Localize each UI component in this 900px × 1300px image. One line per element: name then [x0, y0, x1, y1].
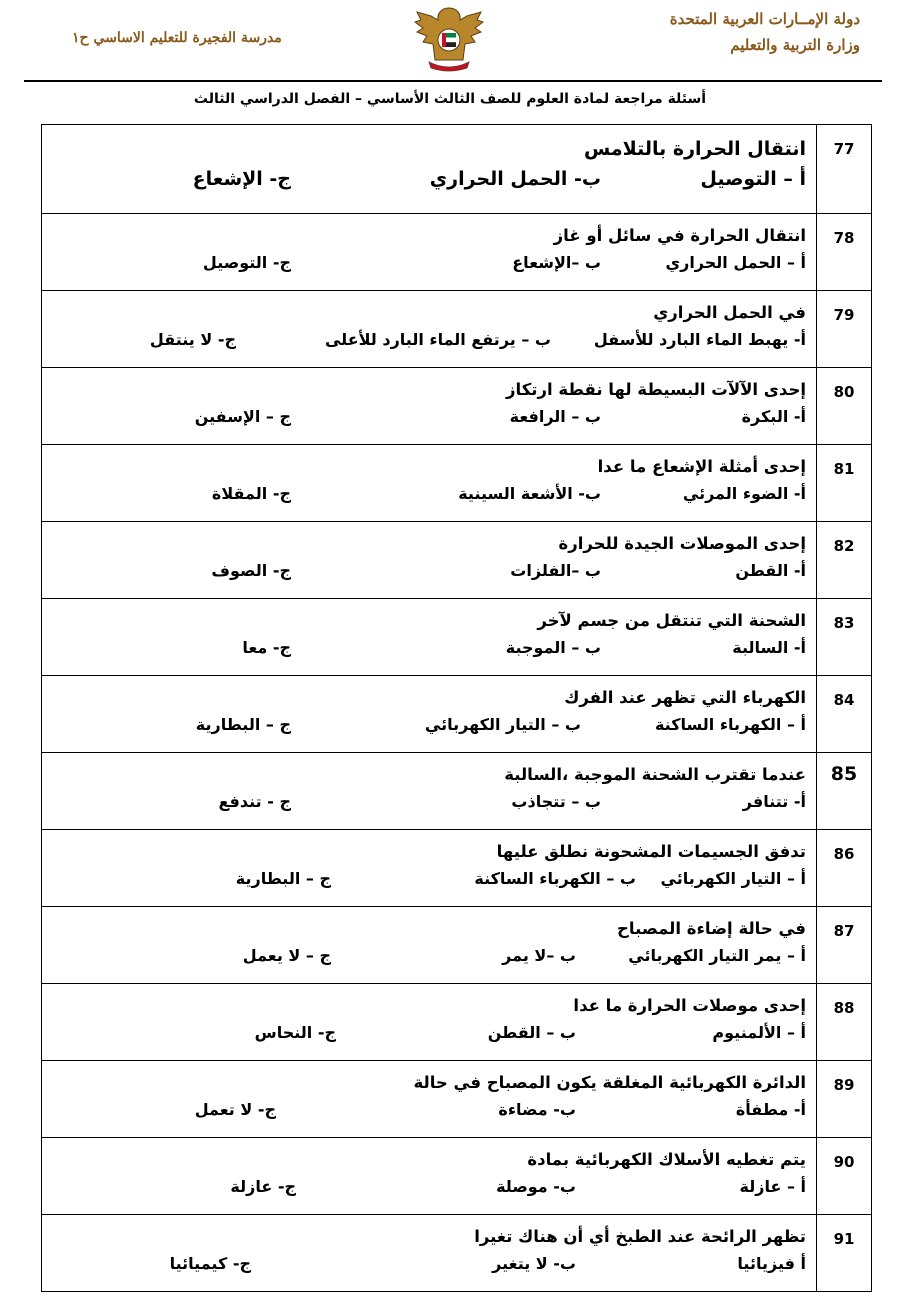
option-b: ب- الحمل الحراري: [429, 168, 601, 190]
question-row: [42, 1215, 872, 1292]
option-c: ج- عازلة: [230, 1177, 296, 1196]
question-number: 84: [817, 676, 872, 753]
option-a: أ – الحمل الحراري: [665, 253, 806, 272]
option-a: أ – الألمنيوم: [712, 1023, 806, 1042]
question-stem: إحدى الآلآت البسيطة لها نقطة ارتكاز: [506, 380, 806, 399]
question-number: 77: [817, 125, 872, 214]
question-stem: إحدى موصلات الحرارة ما عدا: [573, 996, 806, 1015]
question-number: 91: [817, 1215, 872, 1292]
option-b: ب – الكهرباء الساكنة: [474, 869, 636, 888]
page-title: أسئلة مراجعة لمادة العلوم للصف الثالث الأساسي – الفصل الدراسي الثالث: [193, 91, 707, 107]
option-b: ب- موصلة: [496, 1177, 576, 1196]
question-row: [42, 907, 872, 984]
question-row: [42, 753, 872, 830]
question-row: [42, 599, 872, 676]
question-stem: عندما تقترب الشحنة الموجبة ،السالبة: [504, 765, 806, 784]
option-a: أ – يمر التيار الكهربائي: [628, 946, 806, 965]
question-number: 87: [817, 907, 872, 984]
uae-emblem-icon: [411, 2, 487, 74]
question-row: [42, 676, 872, 753]
question-number: 88: [817, 984, 872, 1061]
school-name: مدرسة الفجيرة للتعليم الاساسي ح١: [72, 30, 282, 46]
question-stem: في حالة إضاءة المصباح: [617, 919, 806, 938]
option-c: ج- معا: [242, 638, 291, 657]
question-row: [42, 1138, 872, 1215]
option-c: ج – لا يعمل: [242, 946, 331, 965]
option-b: ب – التيار الكهربائي: [424, 715, 581, 734]
option-b: ب- لا يتغير: [492, 1254, 576, 1273]
option-a: أ- تتنافر: [742, 792, 806, 811]
question-stem: يتم تغطيه الأسلاك الكهربائية بمادة: [527, 1150, 806, 1169]
question-row: [42, 830, 872, 907]
option-a: أ فيزيائيا: [737, 1254, 806, 1273]
question-number: 79: [817, 291, 872, 368]
option-a: أ- مطفأة: [735, 1100, 806, 1119]
question-number: 86: [817, 830, 872, 907]
option-b: ب – الرافعة: [509, 407, 601, 426]
question-row: [42, 1061, 872, 1138]
question-stem: تدفق الجسيمات المشحونة نطلق عليها: [496, 842, 806, 861]
option-c: ج- المقلاة: [211, 484, 291, 503]
question-stem: إحدى الموصلات الجيدة للحرارة: [558, 534, 806, 553]
question-stem: الدائرة الكهربائية المغلقة يكون المصباح في حالة: [413, 1073, 806, 1092]
question-number: 80: [817, 368, 872, 445]
question-row: [42, 291, 872, 368]
option-a: أ – عازلة: [739, 1177, 806, 1196]
option-c: ج- كيميائيا: [169, 1254, 251, 1273]
country-name: دولة الإمــارات العربية المتحدة: [669, 10, 860, 28]
option-b: ب –الفلزات: [510, 561, 601, 580]
header-issuer: [670, 6, 860, 58]
option-c: ج – الإسفين: [194, 407, 291, 426]
questions-table: [41, 124, 872, 1292]
question-stem: الشحنة التي تنتقل من جسم لآخر: [537, 611, 806, 630]
question-stem: في الحمل الحراري: [653, 303, 806, 322]
option-c: ج- لا تعمل: [194, 1100, 276, 1119]
question-row: [42, 214, 872, 291]
option-b: ب – تتجاذب: [511, 792, 601, 811]
option-a: أ- يهبط الماء البارد للأسفل: [593, 330, 806, 349]
option-b: ب –لا يمر: [502, 946, 576, 965]
option-a: أ – التوصيل: [700, 168, 806, 190]
option-c: ج- الإشعاع: [192, 168, 291, 190]
question-row: [42, 522, 872, 599]
question-row: [42, 368, 872, 445]
option-b: ب – يرتفع الماء البارد للأعلى: [324, 330, 551, 349]
question-row: [42, 445, 872, 522]
question-number: 89: [817, 1061, 872, 1138]
option-a: أ – الكهرباء الساكنة: [654, 715, 806, 734]
question-number: 81: [817, 445, 872, 522]
question-number: 85: [817, 753, 872, 830]
option-c: ج- الصوف: [211, 561, 291, 580]
option-b: ب –الإشعاع: [512, 253, 601, 272]
option-b: ب – القطن: [487, 1023, 576, 1042]
question-stem: إحدى أمثلة الإشعاع ما عدا: [597, 457, 806, 476]
question-row: [42, 984, 872, 1061]
option-c: ج- النحاس: [254, 1023, 336, 1042]
option-c: ج - تندفع: [218, 792, 291, 811]
option-a: أ- البكرة: [741, 407, 806, 426]
option-c: ج – البطارية: [235, 869, 331, 888]
option-a: أ – التيار الكهربائي: [660, 869, 806, 888]
option-b: ب- الأشعة السينية: [458, 484, 601, 503]
question-stem: تظهر الرائحة عند الطبخ أي أن هناك تغيرا: [474, 1227, 806, 1246]
option-b: ب – الموجبة: [505, 638, 601, 657]
option-a: أ- الضوء المرئي: [682, 484, 806, 503]
option-b: ب- مضاءة: [498, 1100, 576, 1119]
option-c: ج- لا ينتقل: [149, 330, 236, 349]
question-stem: الكهرباء التي تظهر عند الفرك: [564, 688, 806, 707]
question-row: [42, 125, 872, 214]
option-c: ج – البطارية: [195, 715, 291, 734]
question-stem: انتقال الحرارة في سائل أو غاز: [553, 226, 806, 245]
question-number: 82: [817, 522, 872, 599]
option-c: ج- التوصيل: [202, 253, 291, 272]
option-a: أ- القطن: [735, 561, 806, 580]
option-a: أ- السالبة: [732, 638, 806, 657]
question-stem: انتقال الحرارة بالتلامس: [584, 138, 806, 160]
header-divider: [24, 80, 882, 82]
question-number: 78: [817, 214, 872, 291]
question-number: 90: [817, 1138, 872, 1215]
ministry-name: وزارة التربية والتعليم: [730, 36, 860, 54]
question-number: 83: [817, 599, 872, 676]
